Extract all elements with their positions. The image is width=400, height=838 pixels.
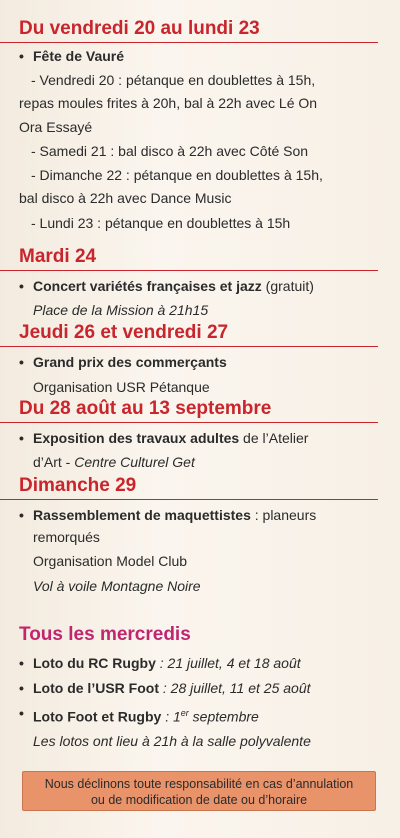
section-heading: Mardi 24: [0, 244, 378, 271]
bullet-icon: •: [19, 430, 24, 446]
bullet-icon: •: [19, 705, 24, 721]
event-title: • Rassemblement de maquettistes : planeurs: [19, 507, 317, 523]
loto-item: • Loto du RC Rugby : 21 juillet, 4 et 18 août: [19, 655, 301, 671]
section-mardi-24: [0, 244, 400, 320]
section-heading: Dimanche 29: [0, 473, 378, 500]
bullet-icon: •: [19, 278, 24, 294]
section-heading: Jeudi 26 et vendredi 27: [0, 320, 378, 347]
loto-item: • Loto Foot et Rugby : 1er septembre: [19, 705, 259, 725]
disclaimer-notice: Nous déclinons toute responsabilité en cas d’annulation ou de modification de date ou d’horaire: [22, 771, 376, 811]
section-heading: Du vendredi 20 au lundi 23: [0, 16, 378, 43]
event-line: d’Art - Centre Culturel Get: [33, 454, 195, 470]
event-line: Organisation Model Club: [33, 553, 188, 570]
section-heading: Du 28 août au 13 septembre: [0, 396, 378, 423]
event-line: - Samedi 21 : bal disco à 22h avec Côté Son: [31, 142, 309, 159]
bullet-icon: •: [19, 680, 24, 696]
event-line: Ora Essayé: [19, 118, 93, 135]
bullet-icon: •: [19, 655, 24, 671]
section-dimanche-29: [0, 473, 400, 596]
event-line: Vol à voile Montagne Noire: [33, 577, 201, 594]
section-fete-de-vaure: [0, 16, 400, 233]
event-line: Organisation USR Pétanque: [33, 379, 210, 395]
bullet-icon: •: [19, 48, 24, 64]
event-title: • Exposition des travaux adultes de l’Atelier: [19, 430, 309, 446]
loto-item: • Loto de l’USR Foot : 28 juillet, 11 et 25 août: [19, 680, 311, 696]
loto-note: Les lotos ont lieu à 21h à la salle polyvalente: [33, 732, 311, 749]
bullet-icon: •: [19, 354, 24, 370]
event-line: - Dimanche 22 : pétanque en doublettes à 15h,: [31, 167, 323, 184]
event-line: remorqués: [33, 529, 100, 545]
event-title: • Fête de Vauré: [19, 48, 125, 64]
bullet-icon: •: [19, 507, 24, 523]
section-jeudi-26: [0, 320, 400, 397]
event-line: - Vendredi 20 : pétanque en doublettes à 15h,: [31, 72, 316, 88]
event-line: Place de la Mission à 21h15: [33, 302, 209, 318]
section-mercredis: [0, 622, 400, 751]
event-line: bal disco à 22h avec Dance Music: [19, 190, 232, 207]
event-line: - Lundi 23 : pétanque en doublettes à 15h: [31, 214, 291, 231]
event-title: • Grand prix des commerçants: [19, 354, 227, 370]
event-title: • Concert variétés françaises et jazz (gratuit): [19, 278, 314, 294]
event-line: repas moules frites à 20h, bal à 22h avec Lé On: [19, 95, 318, 112]
section-heading: Tous les mercredis: [19, 624, 191, 645]
section-exposition: [0, 396, 400, 472]
